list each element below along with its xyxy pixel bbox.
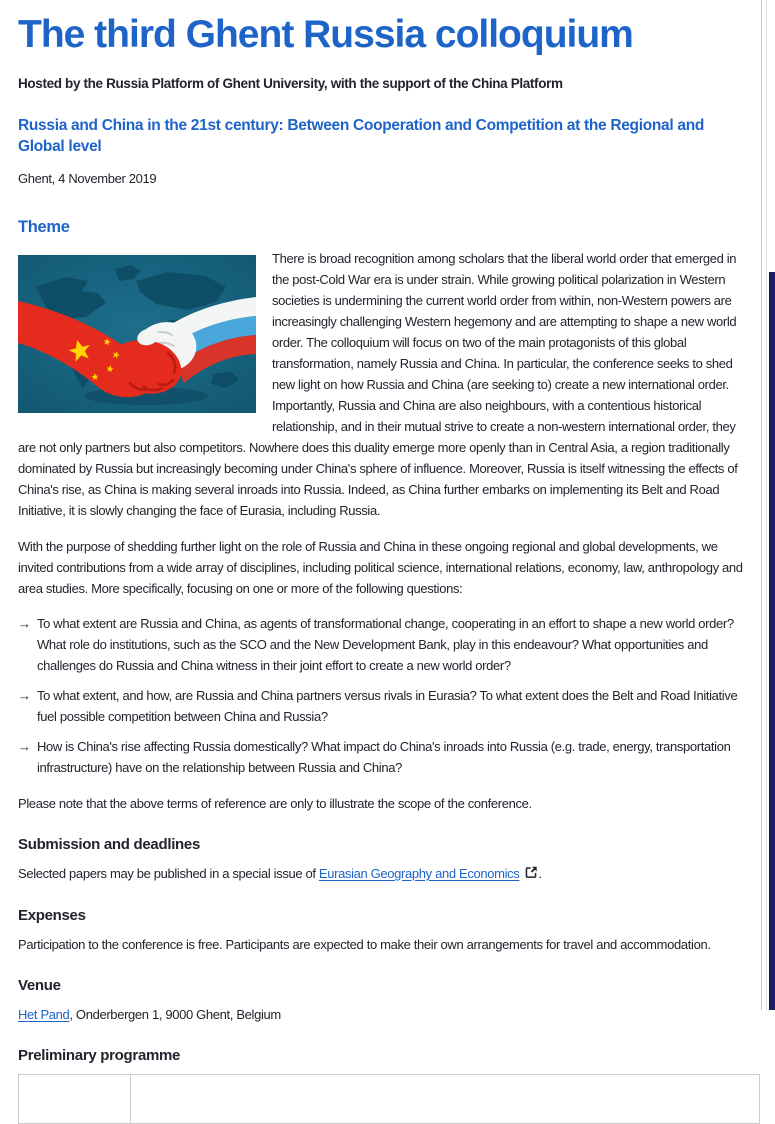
- section-heading-submission: Submission and deadlines: [18, 836, 201, 853]
- submission-text: [18, 863, 751, 885]
- theme-paragraph-2: With the purpose of shedding further light on the role of Russia and China in these ongoing regional and global developments, we invited contributions from a wide array of disciplines, including political science, international relations, economy, law, anthropology and area studies. More specifically, focusing on one or more of the following questions:: [18, 539, 743, 596]
- question-text: How is China's rise affecting Russia domestically? What impact do China's inroads into Russia (e.g. trade, energy, transportation infrastructure) have on the relationship between Russia and China?: [37, 739, 731, 775]
- section-heading-venue: Venue: [18, 977, 61, 994]
- expenses-text: Participation to the conference is free. Participants are expected to make their own arrangements for travel and accommodation.: [18, 937, 711, 952]
- venue-text: [18, 1004, 751, 1025]
- theme-section: [18, 248, 751, 814]
- page-subtitle: Hosted by the Russia Platform of Ghent University, with the support of the China Platform: [18, 76, 563, 91]
- question-text: To what extent are Russia and China, as agents of transformational change, cooperating in an effort to shape a new world order? What role do institutions, such as the SCO and the New Development Bank, play in this endeavour? What opportunities and challenges do Russia and China witness in their joint effort to create a new world order?: [37, 616, 734, 673]
- section-heading-programme: Preliminary programme: [18, 1047, 181, 1064]
- arrow-bullet-icon: →: [18, 616, 31, 631]
- scrollbar-track[interactable]: [761, 0, 775, 1010]
- event-place-date: Ghent, 4 November 2019: [18, 171, 157, 186]
- section-heading-expenses: Expenses: [18, 907, 86, 924]
- external-link-icon[interactable]: [524, 864, 538, 885]
- list-item: [18, 736, 751, 778]
- programme-detail-cell: [131, 1075, 760, 1124]
- submission-tail: .: [538, 866, 542, 881]
- china-russia-handshake-image: [18, 255, 256, 413]
- venue-link[interactable]: Het Pand: [18, 1007, 70, 1022]
- table-row: [19, 1075, 760, 1124]
- submission-lead: Selected papers may be published in a special issue of: [18, 866, 319, 881]
- programme-time-cell: [19, 1075, 131, 1124]
- venue-address: , Onderbergen 1, 9000 Ghent, Belgium: [69, 1007, 281, 1022]
- list-item: [18, 613, 751, 676]
- arrow-bullet-icon: →: [18, 688, 31, 703]
- scope-note: Please note that the above terms of reference are only to illustrate the scope of the conference.: [18, 796, 532, 811]
- arrow-bullet-icon: →: [18, 739, 31, 754]
- scrollbar-track-line: [766, 0, 767, 1010]
- section-heading-theme: Theme: [18, 218, 70, 236]
- questions-list: [18, 613, 751, 778]
- article-content: [18, 0, 751, 1124]
- scrollbar-thumb[interactable]: [769, 272, 775, 1010]
- event-title: Russia and China in the 21st century: Between Cooperation and Competition at the Regional and Global level: [18, 117, 705, 155]
- page-title: The third Ghent Russia colloquium: [18, 13, 633, 56]
- question-text: To what extent, and how, are Russia and China partners versus rivals in Eurasia? To what extent does the Belt and Road Initiative fuel possible competition between China and Russia?: [37, 688, 738, 724]
- journal-link[interactable]: Eurasian Geography and Economics: [318, 866, 520, 881]
- programme-table: [18, 1074, 760, 1124]
- theme-paragraph-1: There is broad recognition among scholars that the liberal world order that emerged in the post-Cold War era is under strain. While growing political polarization in Western societies is undermining the current world order from within, non-Western powers are increasingly challenging Western hegemony and are attempting to shape a new world order. The colloquium will focus on two of the main protagonists of this global transformation, namely Russia and China. In particular, the conference seeks to shed new light on how Russia and China (are seeking to) create a new international order. Importantly, Russia and China are also neighbours, with a contentious historical relationship, and in their mutual strive to create a non-western international order, they are not only partners but also competitors. Nowhere does this duality emerge more openly than in Central Asia, a region traditionally dominated by Russia but increasingly becoming under China's sphere of influence. Moreover, Russia is itself witnessing the effects of China's rise, as China is making several inroads into Russia. Indeed, as China further embarks on implementing its Belt and Road Initiative, it is slowly changing the face of Eurasia, including Russia.: [18, 251, 738, 518]
- handshake-illustration-graphic: [18, 255, 256, 413]
- list-item: [18, 685, 751, 727]
